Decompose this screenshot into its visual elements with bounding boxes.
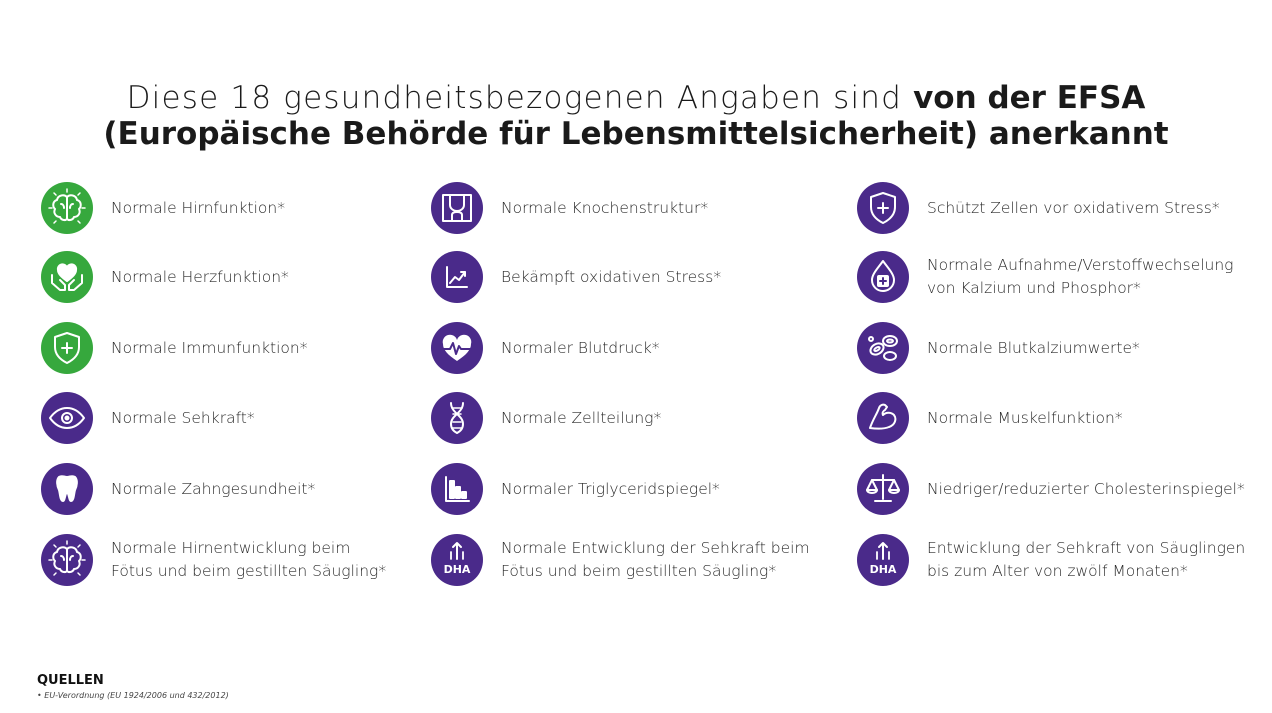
- claim-item: [431, 182, 708, 234]
- claim-item: [41, 463, 315, 515]
- claim-item: [41, 322, 307, 374]
- muscle-arm-icon: [857, 392, 909, 444]
- claim-label: [927, 478, 1245, 501]
- claim-item: [41, 182, 285, 234]
- claim-label-line: Normale Herzfunktion*: [111, 267, 289, 286]
- claim-label-line: Entwicklung der Sehkraft von Säuglingen: [927, 539, 1246, 557]
- claim-label-line: Normale Hirnentwicklung beim: [111, 539, 351, 557]
- claim-label-line: Normale Muskelfunktion*: [927, 408, 1123, 427]
- claim-label: [927, 337, 1140, 360]
- svg-text:DHA: DHA: [443, 563, 471, 576]
- shield-plus-icon: [41, 322, 93, 374]
- claim-label-line: Normale Zahngesundheit*: [111, 479, 316, 498]
- claim-label: [927, 537, 1245, 583]
- claim-item: [857, 182, 1220, 234]
- bone-joint-icon: [431, 182, 483, 234]
- shield-plus-icon: [857, 182, 909, 234]
- claim-label-line: Normale Hirnfunktion*: [111, 198, 285, 217]
- claim-label: [501, 407, 661, 430]
- claim-label-line: Normale Entwicklung der Sehkraft beim: [501, 539, 810, 557]
- claim-item: [41, 392, 255, 444]
- bar-chart-icon: [431, 463, 483, 515]
- claim-item: [857, 392, 1123, 444]
- drop-plus-icon: [857, 251, 909, 303]
- claim-label-line: Normale Sehkraft*: [111, 408, 255, 427]
- scales-icon: [857, 463, 909, 515]
- dna-icon: [431, 392, 483, 444]
- claim-item: [431, 463, 720, 515]
- claim-item: [857, 534, 1245, 586]
- claim-label-line: Niedriger/reduzierter Cholesterinspiegel*: [927, 479, 1245, 498]
- claim-label: [927, 254, 1233, 300]
- title-light: Diese 18 gesundheitsbezogenen Angaben sind: [126, 80, 914, 116]
- claim-item: [431, 322, 660, 374]
- claim-label: [501, 197, 708, 220]
- claim-label: [927, 407, 1123, 430]
- claim-label-line: Normale Immunfunktion*: [111, 338, 308, 357]
- trend-chart-icon: [431, 251, 483, 303]
- claim-label-line: Fötus und beim gestillten Säugling*: [501, 562, 777, 580]
- claim-item: [431, 534, 810, 586]
- source-item: • EU-Verordnung (EU 1924/2006 und 432/2012): [37, 691, 229, 700]
- dha-icon: [431, 534, 483, 586]
- claim-label: [501, 478, 720, 501]
- claim-label: [111, 266, 289, 289]
- claim-label-line: Fötus und beim gestillten Säugling*: [111, 562, 387, 580]
- claim-label-line: Normale Knochenstruktur*: [501, 198, 709, 217]
- heartbeat-icon: [431, 322, 483, 374]
- brain-icon: [41, 534, 93, 586]
- claim-label: [111, 478, 315, 501]
- brain-icon: [41, 182, 93, 234]
- claim-item: [857, 322, 1140, 374]
- claim-label: [927, 197, 1220, 220]
- title-bold-1: von der EFSA: [913, 80, 1146, 116]
- claim-label-line: bis zum Alter von zwölf Monaten*: [927, 562, 1188, 580]
- claim-label: [111, 197, 285, 220]
- dha-icon: [857, 534, 909, 586]
- claim-label-line: Normale Blutkalziumwerte*: [927, 338, 1140, 357]
- title-bold-2: (Europäische Behörde für Lebensmittelsicherheit) anerkannt: [103, 116, 1169, 152]
- claim-item: [41, 251, 289, 303]
- claim-label: [111, 537, 386, 583]
- svg-text:DHA: DHA: [869, 563, 897, 576]
- heart-hands-icon: [41, 251, 93, 303]
- claim-label: [501, 337, 660, 360]
- claim-label: [111, 407, 255, 430]
- claim-label: [111, 337, 307, 360]
- tooth-icon: [41, 463, 93, 515]
- sources-heading: QUELLEN: [37, 673, 104, 688]
- claim-label: [501, 537, 810, 583]
- claim-label-line: Bekämpft oxidativen Stress*: [501, 267, 722, 286]
- claim-label-line: Normale Zellteilung*: [501, 408, 662, 427]
- claim-label: [501, 266, 721, 289]
- claim-label-line: von Kalzium und Phosphor*: [927, 279, 1141, 297]
- claim-label-line: Normale Aufnahme/Verstoffwechselung: [927, 256, 1234, 274]
- claim-item: [431, 251, 721, 303]
- claim-label-line: Normaler Triglyceridspiegel*: [501, 479, 720, 498]
- claim-label-line: Schützt Zellen vor oxidativem Stress*: [927, 198, 1220, 217]
- claim-item: [857, 251, 1233, 303]
- page-title: [0, 80, 1272, 152]
- blood-cells-icon: [857, 322, 909, 374]
- sources-section: [37, 673, 229, 700]
- claim-item: [857, 463, 1245, 515]
- eye-icon: [41, 392, 93, 444]
- claim-item: [431, 392, 661, 444]
- claim-item: [41, 534, 386, 586]
- claim-label-line: Normaler Blutdruck*: [501, 338, 660, 357]
